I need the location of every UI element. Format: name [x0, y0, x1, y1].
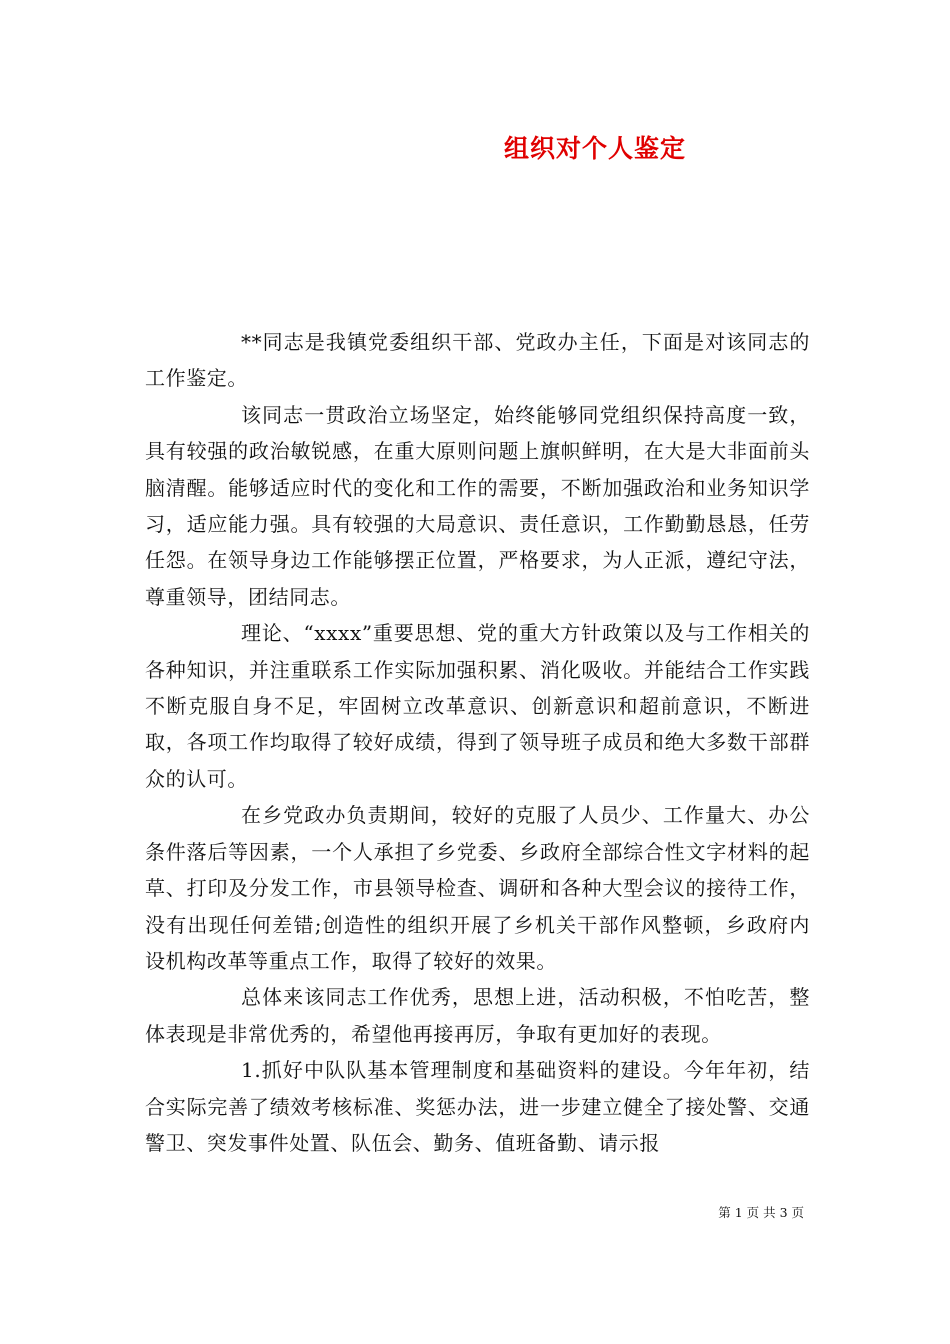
document-body	[145, 324, 810, 1161]
paragraph-intro: **同志是我镇党委组织干部、党政办主任，下面是对该同志的工作鉴定。	[145, 330, 810, 391]
paragraph-political-stance: 该同志一贯政治立场坚定，始终能够同党组织保持高度一致，具有较强的政治敏锐感，在重大原则问题上旗帜鲜明，在大是大非面前头脑清醒。能够适应时代的变化和工作的需要，不断加强政治和业务知识学习，适应能力强。具有较强的大局意识、责任意识，工作勤勤恳恳，任劳任怨。在领导身边工作能够摆正位置，严格要求，为人正派，遵纪守法，尊重领导，团结同志。	[145, 402, 810, 609]
paragraph-theory-study: 理论、“xxxx”重要思想、党的重大方针政策以及与工作相关的各种知识，并注重联系工作实际加强积累、消化吸收。并能结合工作实践不断克服自身不足，牢固树立改革意识、创新意识和超前意识，不断进取，各项工作均取得了较好成绩，得到了领导班子成员和绝大多数干部群众的认可。	[145, 621, 810, 791]
page-number-footer: 第 1 页 共 3 页	[718, 1205, 804, 1220]
paragraph-item-1: 1.抓好中队队基本管理制度和基础资料的建设。今年年初，结合实际完善了绩效考核标准、奖惩办法，进一步建立健全了接处警、交通警卫、突发事件处置、队伍会、勤务、值班备勤、请示报	[145, 1058, 810, 1155]
paragraph-summary: 总体来该同志工作优秀，思想上进，活动积极，不怕吃苦，整体表现是非常优秀的，希望他再接再厉，争取有更加好的表现。	[145, 985, 810, 1046]
document-title: 组织对个人鉴定	[503, 134, 686, 163]
paragraph-office-work: 在乡党政办负责期间，较好的克服了人员少、工作量大、办公条件落后等因素，一个人承担了乡党委、乡政府全部综合性文字材料的起草、打印及分发工作，市县领导检查、调研和各种大型会议的接待工作，没有出现任何差错;创造性的组织开展了乡机关干部作风整顿，乡政府内设机构改革等重点工作，取得了较好的效果。	[145, 803, 810, 973]
